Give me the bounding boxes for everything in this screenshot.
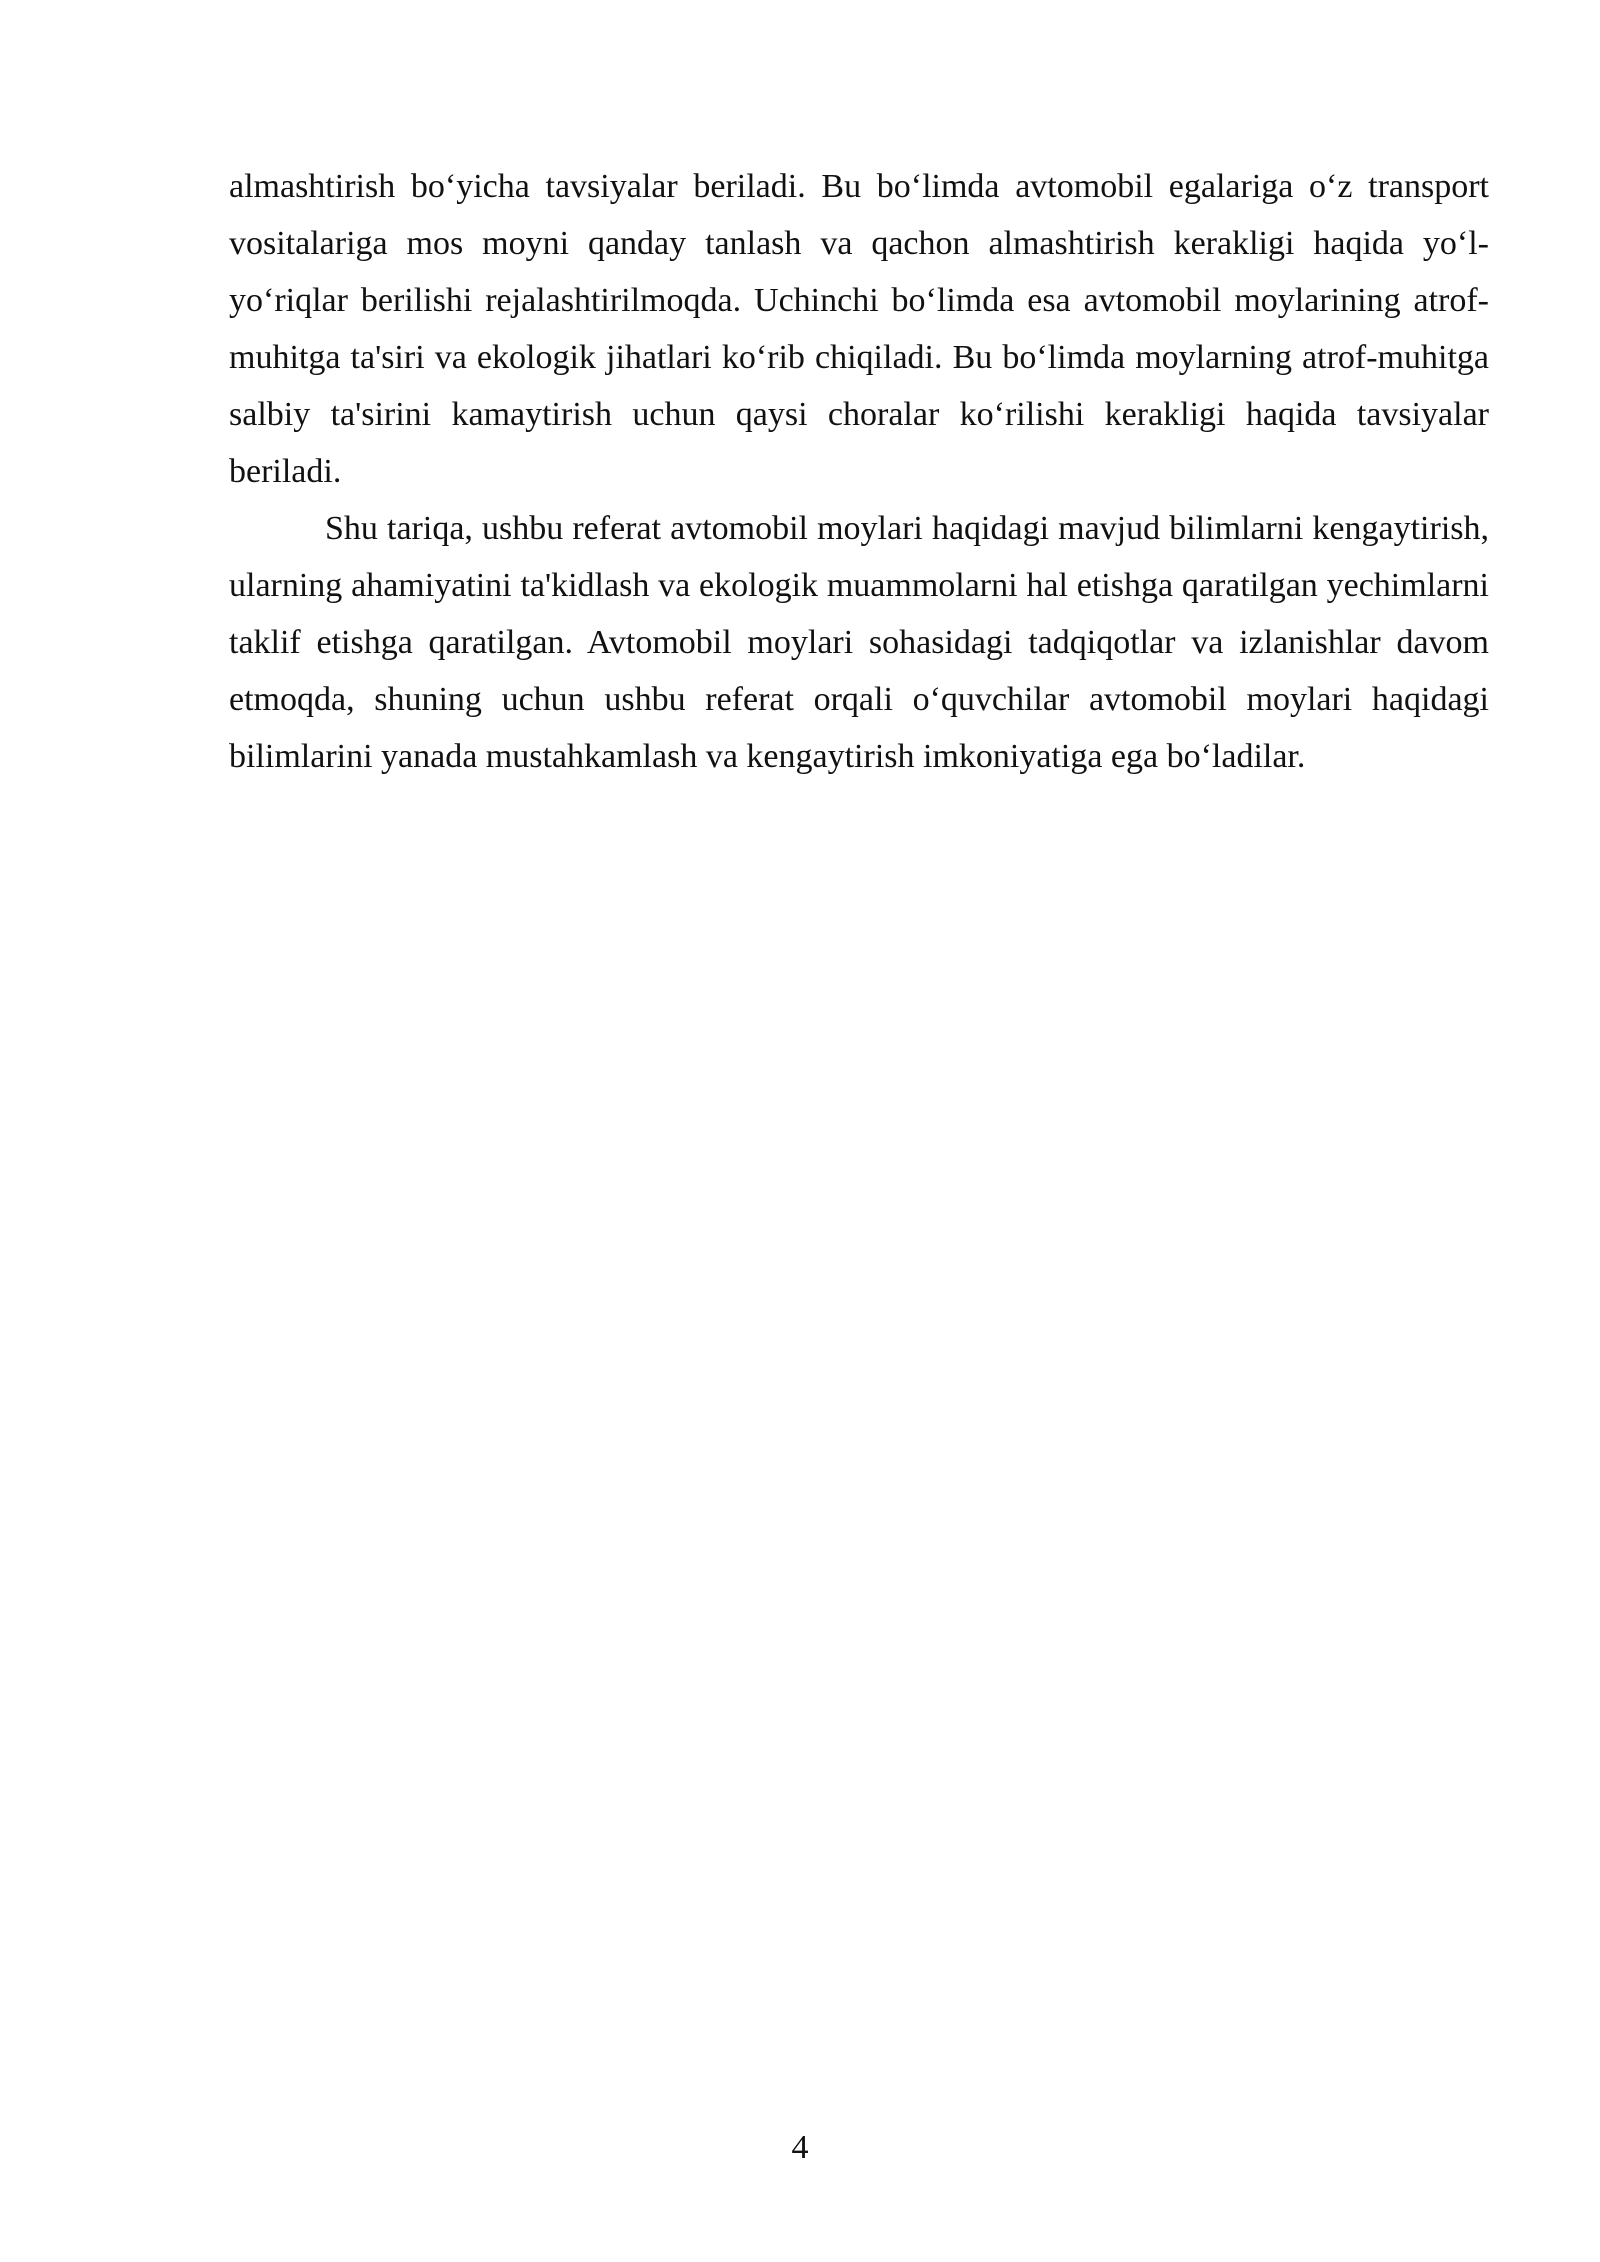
paragraph-conclusion: Shu tariqa, ushbu referat avtomobil moylari haqidagi mavjud bilimlarni kengaytirish, ularning ahamiyatini ta'kidlash va ekologik muammolarni hal etishga qaratilgan yechimlarni taklif etishga qaratilgan. Avtomobil moylari sohasidagi tadqiqotlar va izlanishlar davom etmoqda, shuning uchun ushbu referat orqali o‘quvchilar avtomobil moylari haqidagi bilimlarini yanada mustahkamlash va kengaytirish imkoniyatiga ega bo‘ladilar.: [229, 510, 1489, 775]
body-text: [229, 158, 1489, 785]
page-number: 4: [791, 2129, 809, 2166]
paragraph-continuation: almashtirish bo‘yicha tavsiyalar beriladi. Bu bo‘limda avtomobil egalariga o‘z transport vositalariga mos moyni qanday tanlash va qachon almashtirish kerakligi haqida yo‘l-yo‘riqlar berilishi rejalashtirilmoqda. Uchinchi bo‘limda esa avtomobil moylarining atrof-muhitga ta'siri va ekologik jihatlari ko‘rib chiqiladi. Bu bo‘limda moylarning atrof-muhitga salbiy ta'sirini kamaytirish uchun qaysi choralar ko‘rilishi kerakligi haqida tavsiyalar beriladi.: [229, 168, 1489, 490]
